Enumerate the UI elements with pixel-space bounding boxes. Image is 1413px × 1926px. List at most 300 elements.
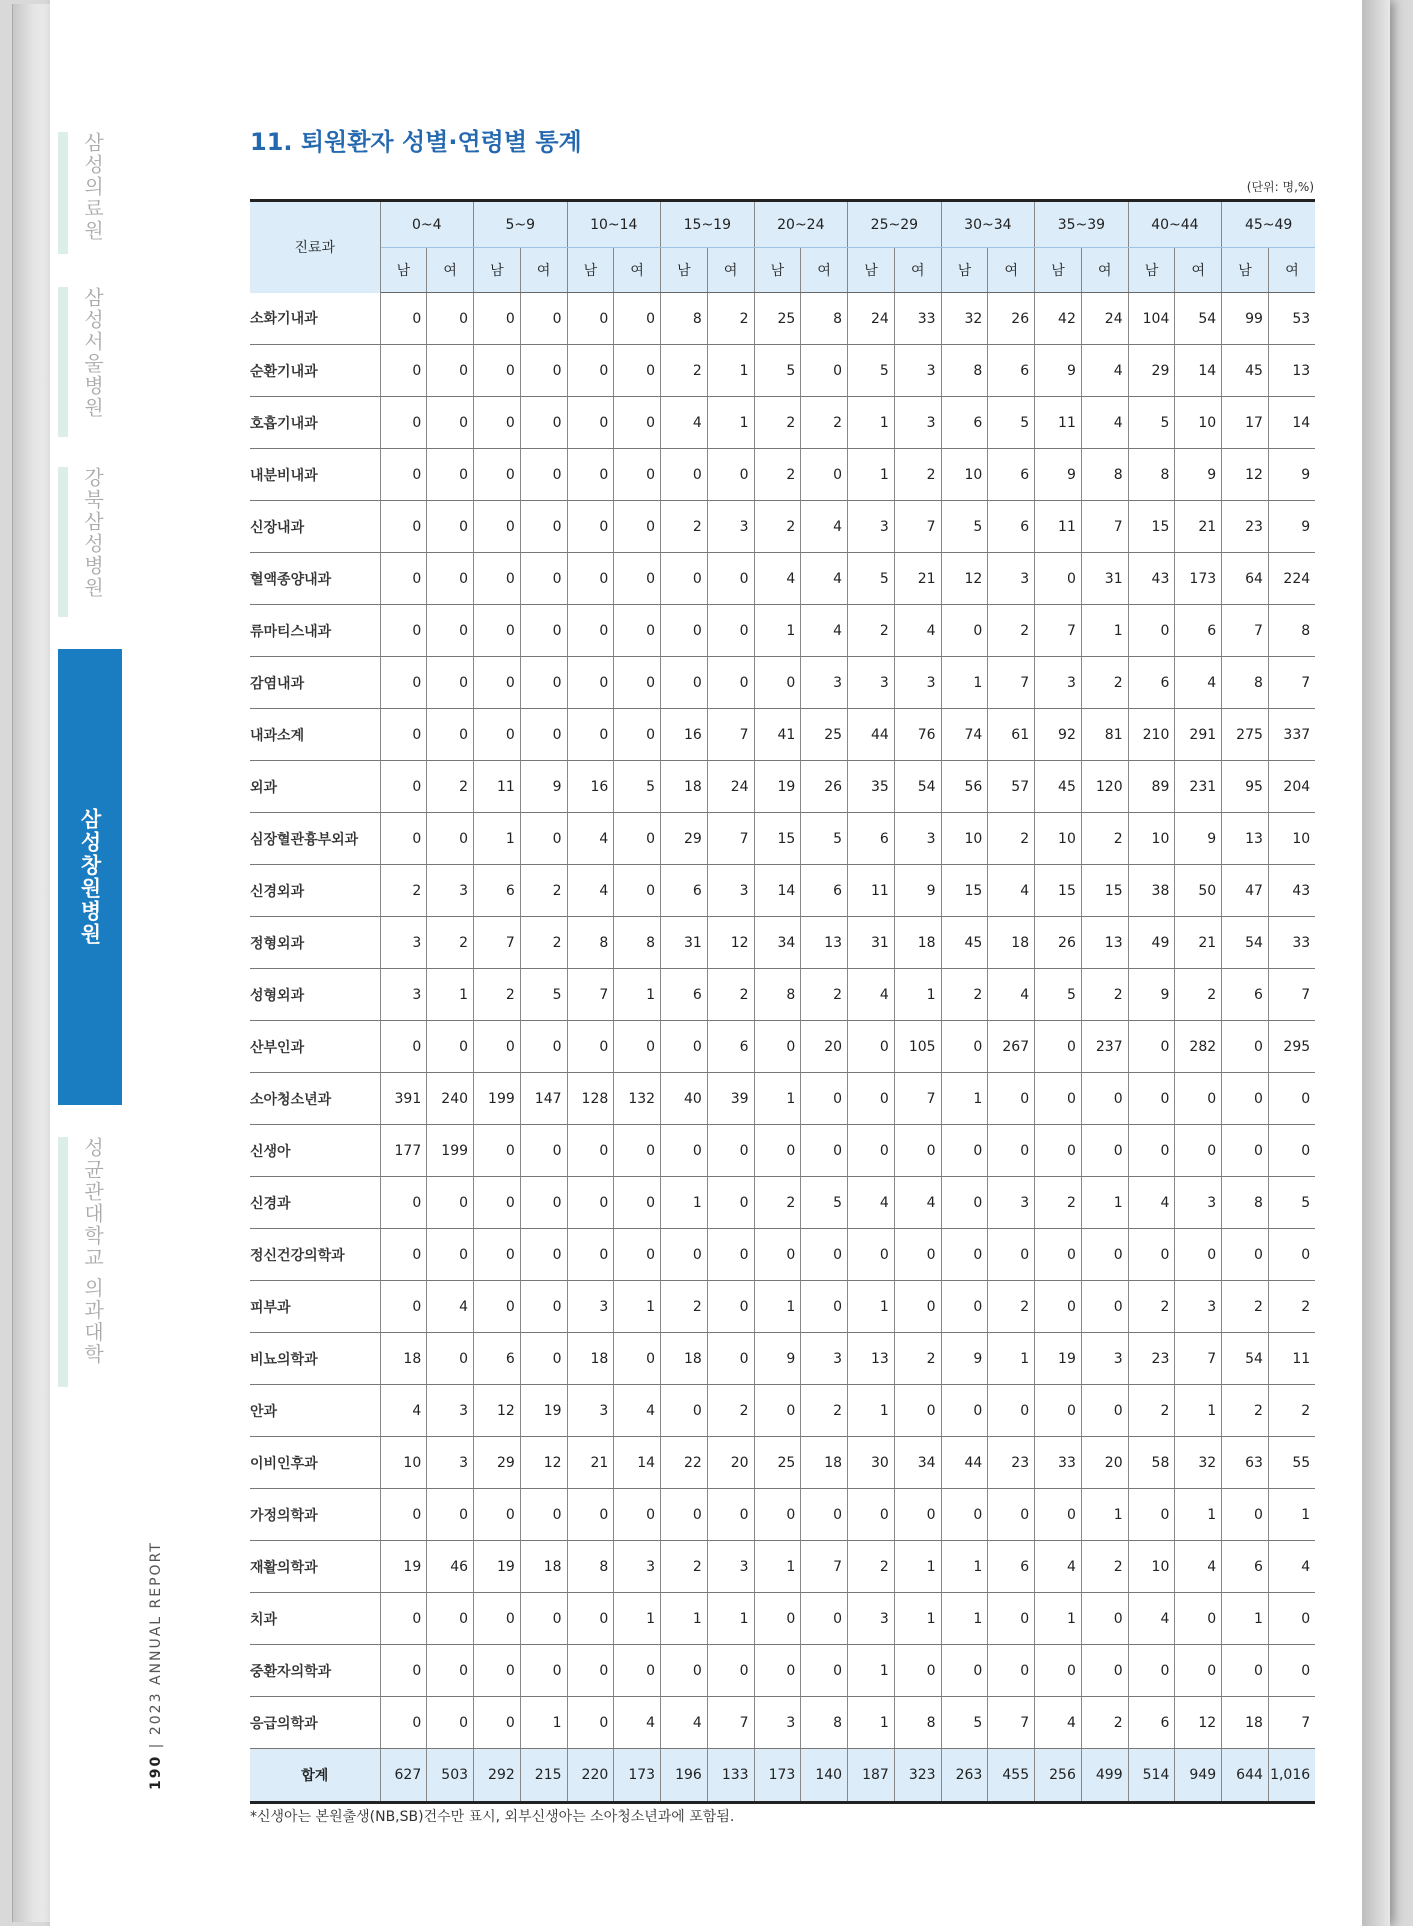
dept-name: 응급의학과 [250,1697,380,1749]
total-cell: 292 [474,1749,521,1803]
table-cell: 0 [614,1021,661,1073]
table-cell: 0 [1222,1073,1269,1125]
table-cell: 4 [614,1385,661,1437]
table-cell: 64 [1222,553,1269,605]
table-cell: 0 [754,1125,801,1177]
table-cell: 0 [707,1281,754,1333]
table-cell: 0 [941,1229,988,1281]
table-cell: 15 [1128,501,1175,553]
table-cell: 0 [1081,1281,1128,1333]
table-cell: 0 [567,1177,614,1229]
total-cell: 133 [707,1749,754,1803]
table-cell: 0 [1081,1385,1128,1437]
table-cell: 30 [848,1437,895,1489]
table-cell: 0 [567,345,614,397]
total-label: 합계 [250,1749,380,1803]
table-cell: 0 [427,501,474,553]
table-cell: 14 [614,1437,661,1489]
table-cell: 7 [1268,969,1315,1021]
table-cell: 24 [707,761,754,813]
table-cell: 0 [1268,1073,1315,1125]
table-cell: 0 [520,1229,567,1281]
table-cell: 3 [707,1541,754,1593]
table-cell: 0 [754,1021,801,1073]
table-cell: 0 [661,449,708,501]
table-cell: 0 [941,1281,988,1333]
table-cell: 33 [1035,1437,1082,1489]
table-cell: 0 [380,761,427,813]
table-cell: 3 [1081,1333,1128,1385]
table-cell: 0 [801,345,848,397]
table-cell: 6 [988,449,1035,501]
table-cell: 11 [1035,397,1082,449]
table-row [250,1073,1315,1125]
table-cell: 0 [380,397,427,449]
table-cell: 0 [614,1645,661,1697]
dept-name: 재활의학과 [250,1541,380,1593]
table-cell: 3 [894,657,941,709]
dept-name: 안과 [250,1385,380,1437]
table-cell: 0 [754,1385,801,1437]
table-cell: 3 [427,1437,474,1489]
table-cell: 2 [754,449,801,501]
table-row [250,345,1315,397]
table-cell: 0 [427,605,474,657]
table-row [250,1541,1315,1593]
table-cell: 1 [754,1541,801,1593]
table-cell: 0 [567,293,614,345]
table-cell: 2 [707,969,754,1021]
table-cell: 0 [427,1177,474,1229]
table-cell: 0 [941,1385,988,1437]
table-cell: 0 [380,345,427,397]
table-cell: 1 [614,1281,661,1333]
table-cell: 0 [1222,1021,1269,1073]
table-cell: 2 [894,449,941,501]
dept-name: 정형외과 [250,917,380,969]
table-cell: 0 [661,1645,708,1697]
table-cell: 21 [1175,501,1222,553]
dept-name: 치과 [250,1593,380,1645]
table-cell: 1 [894,1593,941,1645]
table-cell: 13 [1222,813,1269,865]
table-cell: 0 [661,1489,708,1541]
table-cell: 31 [848,917,895,969]
table-cell: 1 [754,1073,801,1125]
dept-name: 가정의학과 [250,1489,380,1541]
total-cell: 220 [567,1749,614,1803]
table-cell: 0 [661,1021,708,1073]
table-cell: 0 [1268,1645,1315,1697]
table-cell: 177 [380,1125,427,1177]
table-cell: 45 [1222,345,1269,397]
table-cell: 0 [848,1073,895,1125]
table-cell: 5 [801,813,848,865]
table-cell: 45 [1035,761,1082,813]
table-cell: 0 [520,1333,567,1385]
table-cell: 9 [1035,449,1082,501]
table-cell: 4 [801,605,848,657]
male-header: 남 [754,248,801,293]
table-cell: 5 [1268,1177,1315,1229]
table-cell: 0 [801,1593,848,1645]
female-header: 여 [427,248,474,293]
table-cell: 0 [614,813,661,865]
table-cell: 0 [1222,1229,1269,1281]
table-cell: 0 [801,1229,848,1281]
side-tab-label: 삼성창원병원 [78,808,102,946]
table-cell: 45 [941,917,988,969]
table-cell: 4 [1081,397,1128,449]
male-header: 남 [1035,248,1082,293]
table-cell: 16 [567,761,614,813]
table-cell: 104 [1128,293,1175,345]
table-row [250,1489,1315,1541]
table-cell: 10 [1175,397,1222,449]
table-cell: 4 [380,1385,427,1437]
table-row [250,657,1315,709]
table-cell: 10 [941,449,988,501]
table-cell: 8 [1222,657,1269,709]
table-cell: 0 [520,1281,567,1333]
table-cell: 0 [988,1073,1035,1125]
table-cell: 4 [848,1177,895,1229]
table-cell: 3 [988,553,1035,605]
table-cell: 2 [1081,1697,1128,1749]
table-cell: 4 [427,1281,474,1333]
table-row [250,1333,1315,1385]
side-tab-label: 삼성서울병원 [80,287,105,419]
table-cell: 33 [894,293,941,345]
table-cell: 16 [661,709,708,761]
table-cell: 18 [1222,1697,1269,1749]
table-cell: 8 [801,1697,848,1749]
table-cell: 9 [1175,813,1222,865]
table-cell: 8 [801,293,848,345]
table-cell: 89 [1128,761,1175,813]
dept-name: 심장혈관흉부외과 [250,813,380,865]
table-cell: 21 [1175,917,1222,969]
table-cell: 132 [614,1073,661,1125]
table-cell: 0 [941,1645,988,1697]
table-cell: 8 [894,1697,941,1749]
table-cell: 105 [894,1021,941,1073]
table-cell: 33 [1268,917,1315,969]
table-cell: 0 [894,1229,941,1281]
table-cell: 7 [474,917,521,969]
side-tab-medical-school[interactable] [58,1137,128,1387]
table-cell: 0 [894,1281,941,1333]
table-cell: 0 [1128,1489,1175,1541]
table-cell: 0 [1268,1229,1315,1281]
table-cell: 55 [1268,1437,1315,1489]
table-cell: 0 [988,1645,1035,1697]
side-tab-medical-center[interactable] [58,132,128,254]
table-cell: 0 [1128,1021,1175,1073]
table-cell: 29 [1128,345,1175,397]
table-cell: 0 [380,553,427,605]
table-cell: 2 [520,865,567,917]
table-row [250,1437,1315,1489]
table-cell: 3 [707,501,754,553]
age-group-header: 0~4 [380,201,474,248]
dept-name: 혈액종양내과 [250,553,380,605]
table-cell: 1 [1222,1593,1269,1645]
table-cell: 4 [1035,1697,1082,1749]
table-cell: 0 [941,1021,988,1073]
table-cell: 0 [988,1229,1035,1281]
table-cell: 0 [1035,1645,1082,1697]
table-cell: 1 [941,1541,988,1593]
table-cell: 13 [1268,345,1315,397]
age-group-header: 5~9 [474,201,568,248]
table-cell: 1 [1175,1385,1222,1437]
table-cell: 0 [520,1021,567,1073]
table-cell: 3 [567,1385,614,1437]
dept-name: 정신건강의학과 [250,1229,380,1281]
table-cell: 57 [988,761,1035,813]
table-cell: 11 [1035,501,1082,553]
table-cell: 5 [1035,969,1082,1021]
dept-name: 내과소계 [250,709,380,761]
table-cell: 4 [754,553,801,605]
table-cell: 0 [567,1645,614,1697]
table-cell: 0 [614,345,661,397]
table-cell: 26 [1035,917,1082,969]
table-cell: 25 [754,1437,801,1489]
table-cell: 0 [661,1229,708,1281]
table-cell: 12 [474,1385,521,1437]
table-cell: 0 [427,1489,474,1541]
table-cell: 0 [474,709,521,761]
side-tab-seoul-hospital[interactable] [58,287,128,437]
table-row [250,969,1315,1021]
table-cell: 15 [941,865,988,917]
table-cell: 0 [520,657,567,709]
table-cell: 4 [661,397,708,449]
table-cell: 0 [754,1229,801,1281]
table-cell: 199 [427,1125,474,1177]
table-cell: 0 [707,553,754,605]
table-cell: 0 [520,293,567,345]
table-cell: 2 [754,1177,801,1229]
table-cell: 43 [1128,553,1175,605]
table-cell: 0 [894,1385,941,1437]
total-cell: 1,016 [1268,1749,1315,1803]
table-cell: 10 [1128,1541,1175,1593]
table-cell: 7 [1175,1333,1222,1385]
table-cell: 1 [520,1697,567,1749]
table-cell: 0 [661,657,708,709]
table-cell: 1 [848,1645,895,1697]
female-header: 여 [1268,248,1315,293]
table-cell: 2 [801,397,848,449]
table-cell: 0 [754,1489,801,1541]
table-cell: 0 [567,1125,614,1177]
female-header: 여 [707,248,754,293]
table-cell: 6 [941,397,988,449]
table-cell: 1 [894,969,941,1021]
table-cell: 0 [474,1229,521,1281]
table-cell: 0 [520,709,567,761]
table-cell: 0 [1128,1645,1175,1697]
table-cell: 224 [1268,553,1315,605]
table-cell: 1 [941,657,988,709]
table-cell: 1 [661,1593,708,1645]
side-tab-changwon-hospital[interactable] [58,649,122,1105]
table-cell: 0 [941,605,988,657]
table-cell: 8 [1081,449,1128,501]
table-cell: 0 [707,1229,754,1281]
age-group-header: 10~14 [567,201,661,248]
table-cell: 19 [754,761,801,813]
table-cell: 0 [427,449,474,501]
table-cell: 1 [1081,1177,1128,1229]
table-cell: 4 [567,865,614,917]
table-cell: 1 [754,605,801,657]
table-cell: 2 [1035,1177,1082,1229]
table-cell: 3 [1175,1177,1222,1229]
table-cell: 76 [894,709,941,761]
table-cell: 0 [380,709,427,761]
table-cell: 4 [567,813,614,865]
table-cell: 8 [614,917,661,969]
table-cell: 12 [1222,449,1269,501]
table-cell: 10 [1128,813,1175,865]
dept-name: 신장내과 [250,501,380,553]
table-cell: 0 [380,1281,427,1333]
table-cell: 0 [707,605,754,657]
total-cell: 215 [520,1749,567,1803]
table-cell: 7 [707,709,754,761]
table-cell: 20 [1081,1437,1128,1489]
table-cell: 8 [941,345,988,397]
table-cell: 0 [614,605,661,657]
table-cell: 0 [1081,1229,1128,1281]
table-cell: 18 [567,1333,614,1385]
table-cell: 0 [1175,1125,1222,1177]
table-cell: 0 [567,397,614,449]
dept-name: 신생아 [250,1125,380,1177]
table-cell: 0 [380,1645,427,1697]
table-cell: 0 [380,657,427,709]
table-cell: 4 [1128,1593,1175,1645]
table-cell: 3 [427,865,474,917]
table-row [250,605,1315,657]
total-cell: 173 [754,1749,801,1803]
table-cell: 0 [754,1645,801,1697]
table-cell: 1 [941,1593,988,1645]
table-cell: 8 [567,917,614,969]
table-cell: 1 [894,1541,941,1593]
dept-name: 산부인과 [250,1021,380,1073]
table-cell: 3 [988,1177,1035,1229]
table-cell: 1 [1081,1489,1128,1541]
table-cell: 2 [380,865,427,917]
table-cell: 291 [1175,709,1222,761]
table-cell: 0 [427,1333,474,1385]
table-cell: 1 [614,1593,661,1645]
table-cell: 7 [707,813,754,865]
table-cell: 1 [1268,1489,1315,1541]
table-cell: 4 [1175,657,1222,709]
table-row [250,1593,1315,1645]
total-cell: 263 [941,1749,988,1803]
table-cell: 0 [567,1021,614,1073]
table-cell: 0 [380,1593,427,1645]
table-cell: 7 [567,969,614,1021]
table-cell: 0 [427,1593,474,1645]
table-cell: 0 [661,1125,708,1177]
table-cell: 4 [988,969,1035,1021]
table-cell: 21 [894,553,941,605]
table-cell: 1 [614,969,661,1021]
table-cell: 4 [614,1697,661,1749]
side-tab-kangbuk-hospital[interactable] [58,467,128,617]
table-cell: 81 [1081,709,1128,761]
table-cell: 2 [661,345,708,397]
table-cell: 0 [567,1593,614,1645]
table-cell: 3 [380,969,427,1021]
table-cell: 9 [1175,449,1222,501]
table-cell: 0 [1128,605,1175,657]
female-header: 여 [520,248,567,293]
table-cell: 0 [848,1125,895,1177]
table-cell: 267 [988,1021,1035,1073]
table-cell: 1 [848,1697,895,1749]
table-cell: 2 [1222,1281,1269,1333]
table-cell: 50 [1175,865,1222,917]
table-row [250,1645,1315,1697]
table-cell: 11 [474,761,521,813]
female-header: 여 [894,248,941,293]
table-cell: 0 [1035,1229,1082,1281]
table-cell: 14 [1268,397,1315,449]
table-cell: 41 [754,709,801,761]
table-cell: 7 [894,1073,941,1125]
table-cell: 231 [1175,761,1222,813]
table-cell: 13 [848,1333,895,1385]
table-cell: 0 [427,1645,474,1697]
table-cell: 0 [707,1333,754,1385]
table-row [250,501,1315,553]
table-cell: 0 [1175,1073,1222,1125]
total-cell: 173 [614,1749,661,1803]
table-cell: 0 [474,345,521,397]
table-cell: 7 [988,1697,1035,1749]
table-cell: 0 [520,1125,567,1177]
male-header: 남 [567,248,614,293]
table-cell: 0 [567,1697,614,1749]
table-cell: 2 [1268,1281,1315,1333]
table-cell: 0 [474,1125,521,1177]
table-cell: 2 [474,969,521,1021]
table-cell: 0 [707,449,754,501]
table-cell: 0 [380,1021,427,1073]
table-cell: 0 [1035,1125,1082,1177]
table-cell: 0 [661,553,708,605]
table-cell: 2 [988,813,1035,865]
table-cell: 7 [988,657,1035,709]
total-cell: 499 [1081,1749,1128,1803]
table-cell: 1 [661,1177,708,1229]
table-cell: 4 [1035,1541,1082,1593]
table-cell: 7 [1268,1697,1315,1749]
table-cell: 0 [567,449,614,501]
table-cell: 120 [1081,761,1128,813]
table-cell: 0 [427,293,474,345]
table-cell: 8 [661,293,708,345]
